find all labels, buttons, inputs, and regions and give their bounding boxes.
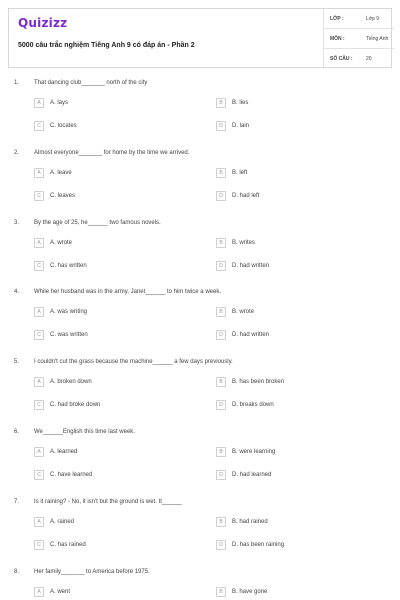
option-b[interactable] bbox=[216, 587, 386, 599]
option-box: A bbox=[34, 587, 44, 597]
option-b[interactable] bbox=[216, 98, 386, 110]
option-box: D bbox=[216, 540, 226, 550]
option-box: C bbox=[34, 400, 44, 410]
option-label: D. lain bbox=[232, 123, 250, 129]
option-label: A. broken down bbox=[50, 379, 92, 385]
option-b[interactable] bbox=[216, 238, 386, 250]
option-box: C bbox=[34, 121, 44, 131]
option-label: D. had written bbox=[232, 332, 270, 338]
option-box: A bbox=[34, 98, 44, 108]
option-box: A bbox=[34, 377, 44, 387]
option-box: A bbox=[34, 447, 44, 457]
option-label: A. went bbox=[50, 589, 71, 595]
option-label: B. wrote bbox=[232, 309, 255, 315]
worksheet-meta bbox=[323, 9, 393, 69]
option-label: C. leaves bbox=[50, 193, 76, 199]
option-label: A. lays bbox=[50, 100, 69, 106]
option-box: B bbox=[216, 238, 226, 248]
option-b[interactable] bbox=[216, 168, 386, 180]
question-text: Her family_______ to America before 1975. bbox=[34, 569, 150, 575]
question-8 bbox=[0, 569, 400, 600]
option-box: B bbox=[216, 377, 226, 387]
meta-row-grade bbox=[324, 9, 394, 29]
option-box: C bbox=[34, 261, 44, 271]
option-box: B bbox=[216, 587, 226, 597]
option-label: C. had broke down bbox=[50, 402, 101, 408]
option-a[interactable] bbox=[34, 238, 204, 250]
option-box: B bbox=[216, 98, 226, 108]
option-label: C. locates bbox=[50, 123, 77, 129]
option-label: A. learned bbox=[50, 449, 78, 455]
meta-row-count bbox=[324, 49, 394, 69]
option-label: B. has been broken bbox=[232, 379, 285, 385]
option-b[interactable] bbox=[216, 447, 386, 459]
question-number: 7. bbox=[14, 499, 20, 505]
option-d[interactable] bbox=[216, 191, 386, 203]
option-c[interactable] bbox=[34, 191, 204, 203]
question-4 bbox=[0, 289, 400, 359]
question-6 bbox=[0, 429, 400, 499]
option-box: B bbox=[216, 447, 226, 457]
question-text: Is it raining? - No, it isn't but the ground is wet. It______ bbox=[34, 499, 182, 505]
option-label: C. was written bbox=[50, 332, 88, 338]
option-a[interactable] bbox=[34, 307, 204, 319]
option-label: B. had rained bbox=[232, 519, 268, 525]
option-label: B. have gone bbox=[232, 589, 268, 595]
question-text: That dancing club_______ north of the city bbox=[34, 80, 148, 86]
meta-value-count: 20 bbox=[366, 56, 372, 62]
question-5 bbox=[0, 359, 400, 429]
option-label: A. rained bbox=[50, 519, 75, 525]
option-label: A. leave bbox=[50, 170, 72, 176]
option-box: A bbox=[34, 238, 44, 248]
option-box: A bbox=[34, 168, 44, 178]
option-label: B. lies bbox=[232, 100, 249, 106]
option-box: D bbox=[216, 261, 226, 271]
option-label: A. wrote bbox=[50, 240, 73, 246]
option-label: D. has been raining bbox=[232, 542, 285, 548]
option-box: D bbox=[216, 330, 226, 340]
option-a[interactable] bbox=[34, 587, 204, 599]
option-label: A. was writing bbox=[50, 309, 88, 315]
option-box: A bbox=[34, 517, 44, 527]
option-a[interactable] bbox=[34, 517, 204, 529]
option-box: C bbox=[34, 330, 44, 340]
option-box: C bbox=[34, 191, 44, 201]
meta-label-count: SỐ CÂU : bbox=[330, 56, 353, 62]
option-c[interactable] bbox=[34, 400, 204, 412]
quizizz-logo: Quizizz bbox=[18, 16, 68, 30]
option-box: B bbox=[216, 517, 226, 527]
option-c[interactable] bbox=[34, 330, 204, 342]
meta-value-subject: Tiếng Anh bbox=[366, 36, 389, 42]
option-d[interactable] bbox=[216, 121, 386, 133]
option-a[interactable] bbox=[34, 168, 204, 180]
option-c[interactable] bbox=[34, 470, 204, 482]
option-d[interactable] bbox=[216, 330, 386, 342]
option-d[interactable] bbox=[216, 540, 386, 552]
option-label: D. had written bbox=[232, 263, 270, 269]
option-a[interactable] bbox=[34, 98, 204, 110]
question-text: By the age of 25, he______ two famous novels. bbox=[34, 220, 161, 226]
question-2 bbox=[0, 150, 400, 220]
worksheet-header bbox=[8, 8, 392, 68]
meta-row-subject bbox=[324, 29, 394, 49]
option-d[interactable] bbox=[216, 400, 386, 412]
question-number: 2. bbox=[14, 150, 20, 156]
option-label: C. have learned bbox=[50, 472, 93, 478]
question-text: Almost everyone_______ for home by the time we arrived. bbox=[34, 150, 190, 156]
option-a[interactable] bbox=[34, 377, 204, 389]
option-d[interactable] bbox=[216, 261, 386, 273]
option-box: D bbox=[216, 470, 226, 480]
option-box: D bbox=[216, 191, 226, 201]
question-text: I couldn't cut the grass because the machine______ a few days previously. bbox=[34, 359, 233, 365]
option-box: D bbox=[216, 121, 226, 131]
question-number: 4. bbox=[14, 289, 20, 295]
option-label: D. breaks down bbox=[232, 402, 274, 408]
option-box: C bbox=[34, 540, 44, 550]
option-label: D. had learned bbox=[232, 472, 272, 478]
question-number: 1. bbox=[14, 80, 20, 86]
question-number: 3. bbox=[14, 220, 20, 226]
option-c[interactable] bbox=[34, 261, 204, 273]
option-box: D bbox=[216, 400, 226, 410]
worksheet-title: 5000 câu trắc nghiệm Tiếng Anh 9 có đáp án - Phần 2 bbox=[18, 42, 195, 49]
option-c[interactable] bbox=[34, 540, 204, 552]
option-box: B bbox=[216, 307, 226, 317]
option-a[interactable] bbox=[34, 447, 204, 459]
question-3 bbox=[0, 220, 400, 290]
question-number: 5. bbox=[14, 359, 20, 365]
option-label: C. has rained bbox=[50, 542, 86, 548]
option-box: C bbox=[34, 470, 44, 480]
option-c[interactable] bbox=[34, 121, 204, 133]
option-label: D. had left bbox=[232, 193, 260, 199]
option-label: C. has written bbox=[50, 263, 87, 269]
option-label: B. left bbox=[232, 170, 248, 176]
question-text: We______English this time last week. bbox=[34, 429, 135, 435]
option-label: B. were learning bbox=[232, 449, 276, 455]
option-box: B bbox=[216, 168, 226, 178]
meta-value-grade: Lớp 9 bbox=[366, 16, 380, 22]
option-box: A bbox=[34, 307, 44, 317]
question-1 bbox=[0, 80, 400, 150]
question-text: While her husband was in the army, Janet______ to him twice a week. bbox=[34, 289, 221, 295]
option-b[interactable] bbox=[216, 307, 386, 319]
meta-label-subject: MÔN : bbox=[330, 36, 345, 42]
meta-label-grade: LỚP : bbox=[330, 16, 344, 22]
question-number: 6. bbox=[14, 429, 20, 435]
option-b[interactable] bbox=[216, 377, 386, 389]
option-label: B. writes bbox=[232, 240, 256, 246]
option-b[interactable] bbox=[216, 517, 386, 529]
option-d[interactable] bbox=[216, 470, 386, 482]
question-7 bbox=[0, 499, 400, 569]
question-number: 8. bbox=[14, 569, 20, 575]
